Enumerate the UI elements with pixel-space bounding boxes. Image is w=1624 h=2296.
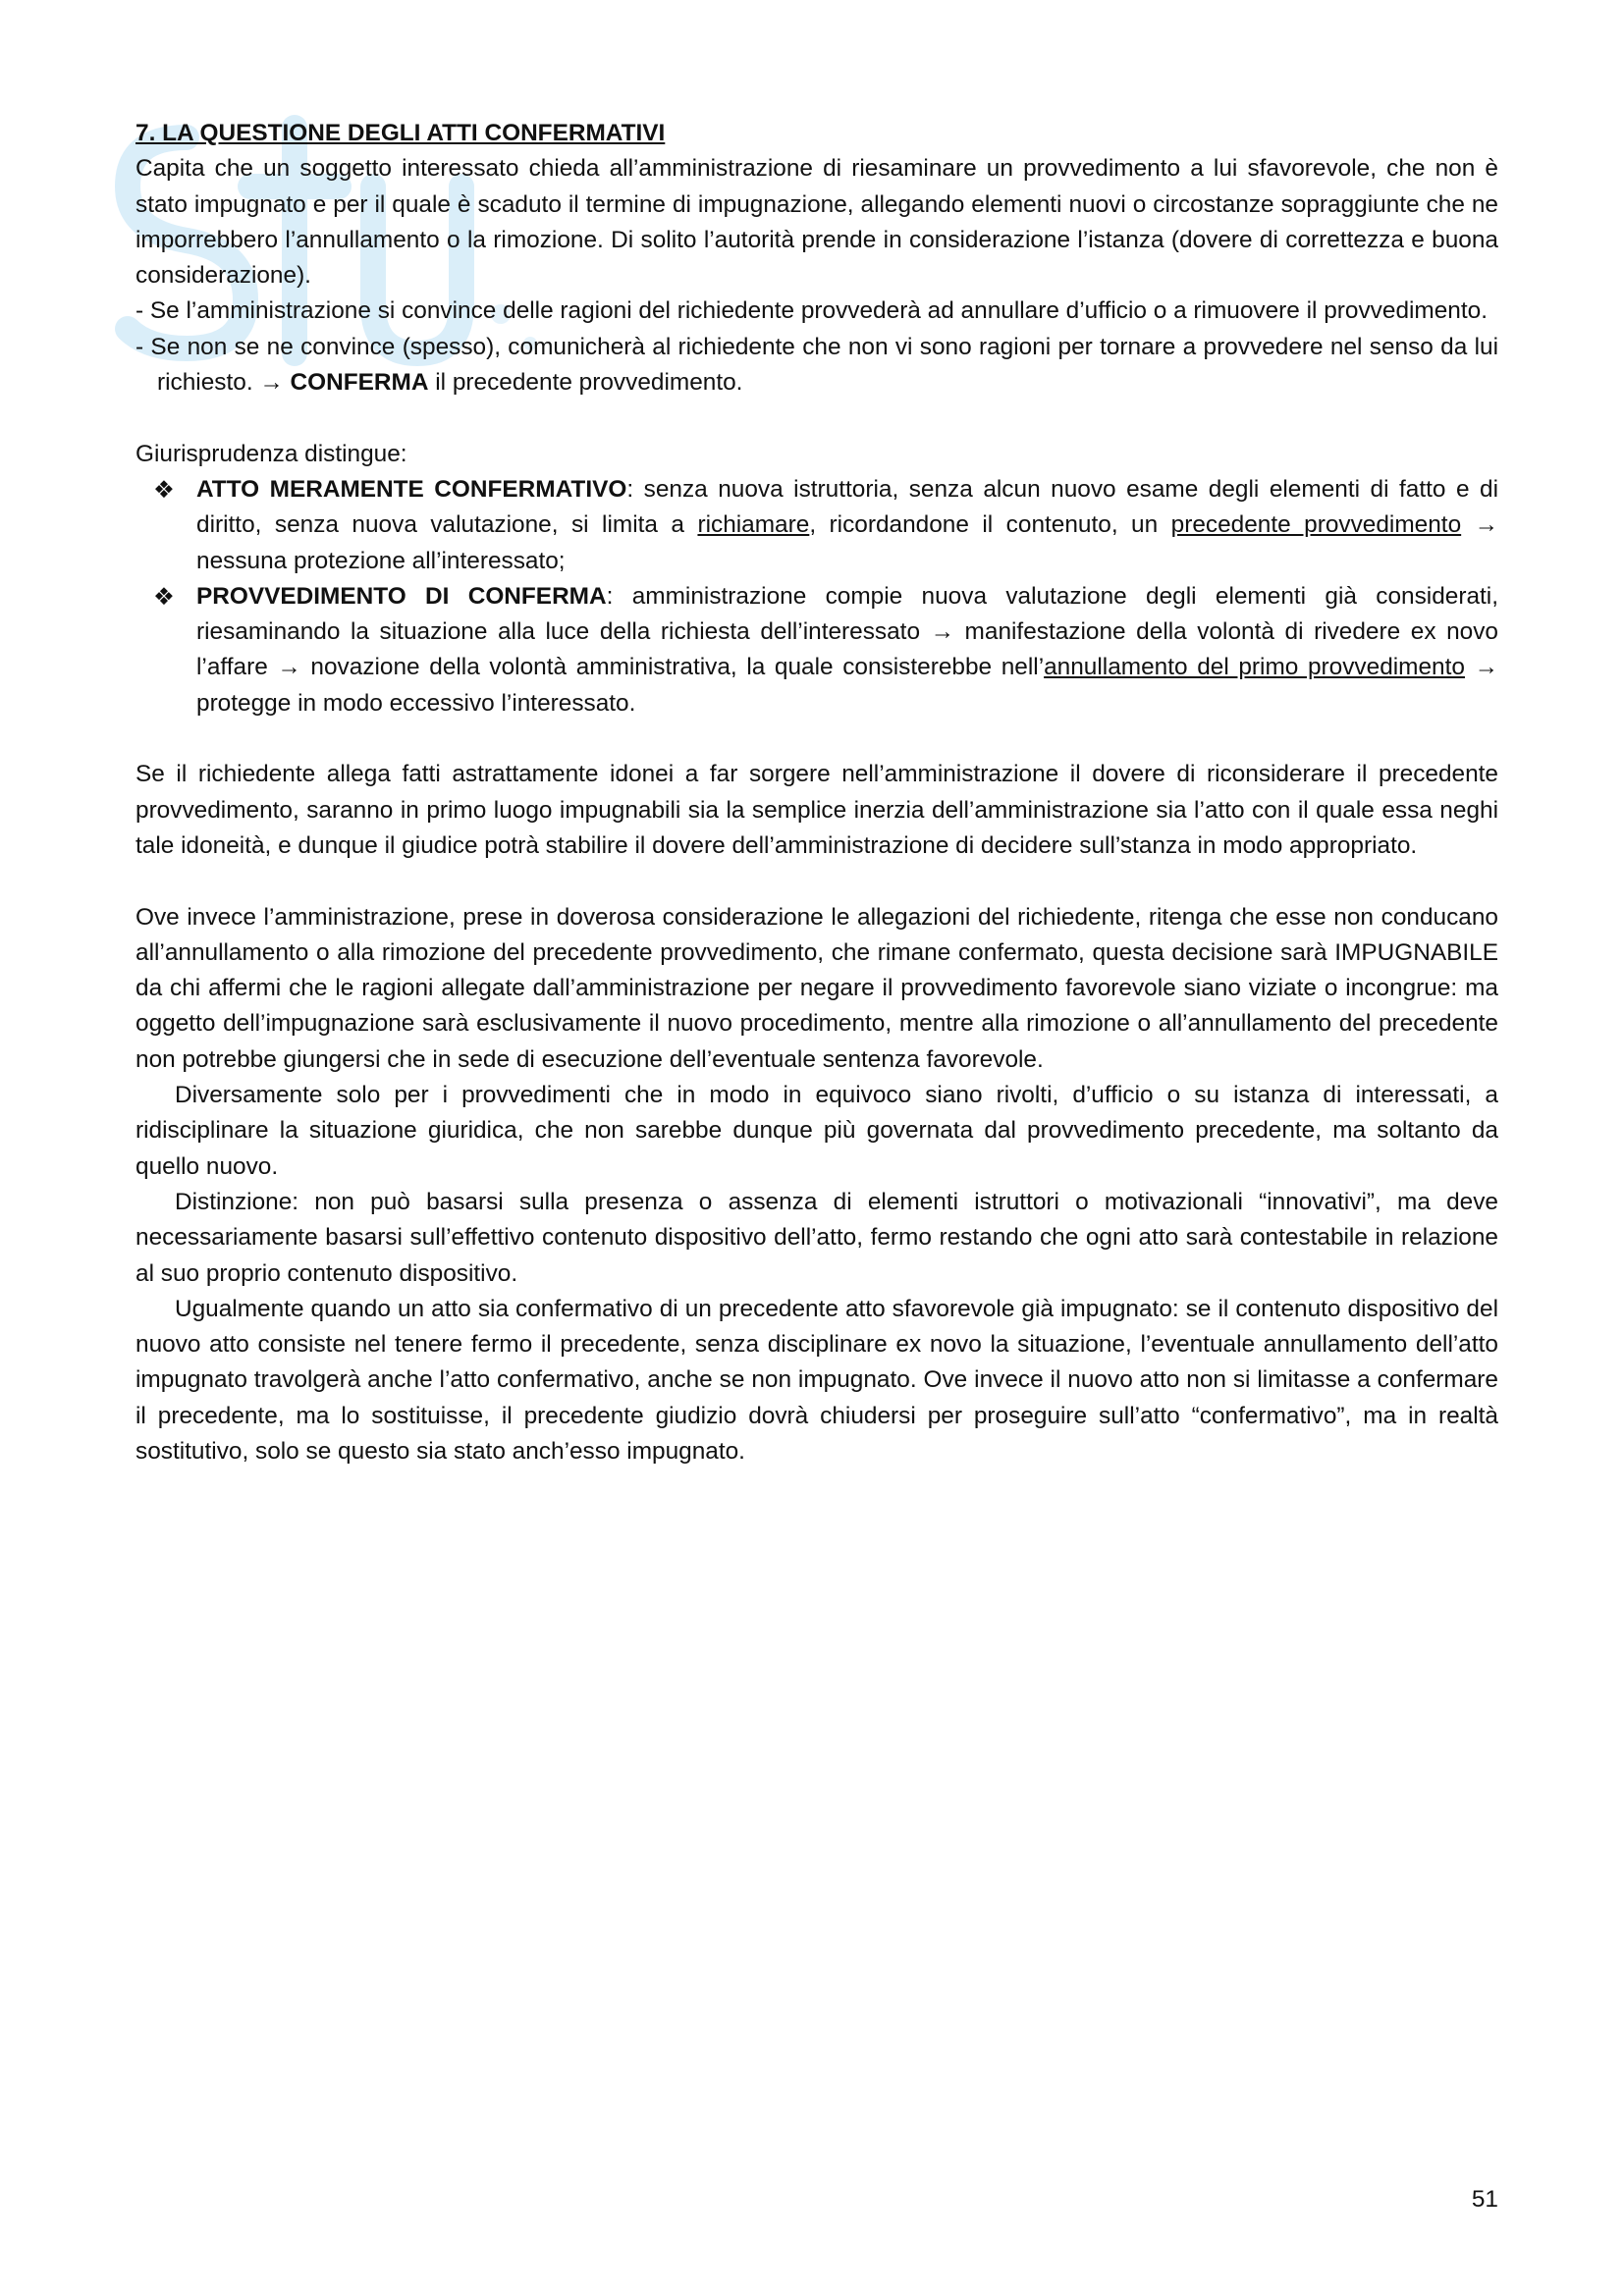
arrow-icon: → <box>930 618 954 646</box>
section-title: 7. LA QUESTIONE DEGLI ATTI CONFERMATIVI <box>135 120 666 146</box>
spacer <box>135 400 1498 436</box>
paragraph-ugualmente: Ugualmente quando un atto sia confermativo di un precedente atto sfavorevole già impugnato: se il contenuto dispositivo del nuovo atto consiste nel tenere fermo il precedente, senza disciplinare ex novo la situazione, l’eventuale annullamento dell’atto impugnato travolgerà anche l’atto confermativo, anche se non impugnato. Ove invece il nuovo atto non si limitasse a confermare il precedente, ma lo sostituisse, il precedente giudizio dovrà chiudersi per proseguire sull’atto “confermativo”, ma in realtà sostitutivo, solo se questo sia stato anch’esso impugnato. <box>135 1295 1498 1465</box>
paragraph-distinzione: Distinzione: non può basarsi sulla presenza o assenza di elementi istruttori o motivazionali “innovativi”, ma deve necessariamente basarsi sull’effettivo contenuto dispositivo dell’atto, fermo restando che ogni atto sarà contestabile in relazione al suo proprio contenuto dispositivo. <box>135 1188 1498 1287</box>
dash-item-1: - Se l’amministrazione si convince delle ragioni del richiedente provvederà ad annullare d’ufficio o a rimuovere il provvedimento. <box>135 297 1488 325</box>
arrow-icon: → <box>1474 511 1499 539</box>
arrow-icon: → <box>277 654 301 681</box>
document-body <box>135 116 1498 1469</box>
bullet-provvedimento-di-conferma: ❖ PROVVEDIMENTO DI CONFERMA: amministrazione compie nuova valutazione degli elementi già considerati, riesaminando la situazione alla luce della richiesta dell’interessato → manifestazione della volontà di rivedere ex novo l’affare → novazione della volontà amministrativa, la quale consisterebbe nell’annullamento del primo provvedimento → protegge in modo eccessivo l’interessato. <box>135 579 1498 721</box>
dash-item-2: - Se non se ne convince (spesso), comunicherà al richiedente che non vi sono ragioni per tornare a provvedere nel senso da lui richiesto. → CONFERMA il precedente provvedimento. <box>135 333 1498 397</box>
spacer <box>135 721 1498 757</box>
diamond-bullet-icon: ❖ <box>153 581 175 611</box>
giurisprudenza-heading: Giurisprudenza distingue: <box>135 440 407 467</box>
diamond-bullet-icon: ❖ <box>153 474 175 504</box>
page-number: 51 <box>1471 2186 1498 2213</box>
paragraph-se-il-richiedente: Se il richiedente allega fatti astrattamente idonei a far sorgere nell’amministrazione il dovere di riconsiderare il precedente provvedimento, saranno in primo luogo impugnabili sia la semplice inerzia dell’amministrazione sia l’atto con il quale essa neghi tale idoneità, e dunque il giudice potrà stabilire il dovere dell’amministrazione di decidere sull’stanza in modo appropriato. <box>135 761 1498 859</box>
paragraph-ove-invece: Ove invece l’amministrazione, prese in doverosa considerazione le allegazioni del richiedente, ritenga che esse non conducano all’annullamento o alla rimozione del precedente provvedimento, che rimane confermato, questa decisione sarà IMPUGNABILE da chi affermi che le ragioni allegate dall’amministrazione per negare il provvedimento favorevole siano viziate o incongrue: ma oggetto dell’impugnazione sarà esclusivamente il nuovo procedimento, mentre alla rimozione o all’annullamento del precedente non potrebbe giungersi che in sede di esecuzione dell’eventuale sentenza favorevole. <box>135 903 1498 1073</box>
spacer <box>135 864 1498 899</box>
paragraph-diversamente: Diversamente solo per i provvedimenti che in modo in equivoco siano rivolti, d’ufficio o su istanza di interessati, a ridisciplinare la situazione giuridica, che non sarebbe dunque più governata dal provvedimento precedente, ma soltanto da quello nuovo. <box>135 1082 1498 1180</box>
arrow-icon: → <box>1474 654 1498 681</box>
bullet-atto-meramente-confermativo: ❖ ATTO MERAMENTE CONFERMATIVO: senza nuova istruttoria, senza alcun nuovo esame degli elementi di fatto e di diritto, senza nuova valutazione, si limita a richiamare, ricordandone il contenuto, un precedente provvedimento → nessuna protezione all’interessato; <box>135 472 1498 579</box>
intro-paragraph: Capita che un soggetto interessato chieda all’amministrazione di riesaminare un provvedimento a lui sfavorevole, che non è stato impugnato e per il quale è scaduto il termine di impugnazione, allegando elementi nuovi o circostanze sopraggiunte che ne imporrebbero l’annullamento o la rimozione. Di solito l’autorità prende in considerazione l’istanza (dovere di correttezza e buona considerazione). <box>135 155 1498 290</box>
arrow-icon: → <box>259 369 284 397</box>
